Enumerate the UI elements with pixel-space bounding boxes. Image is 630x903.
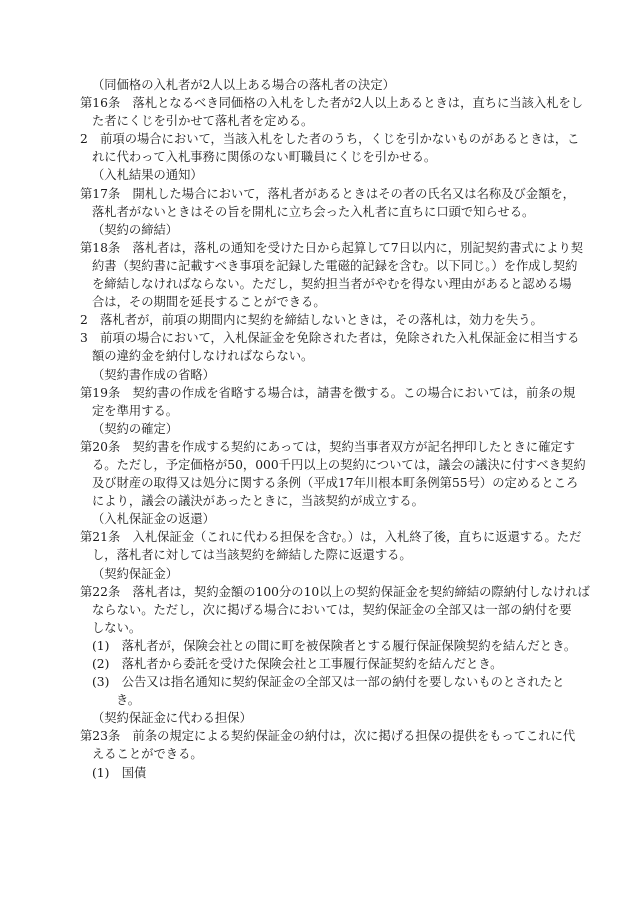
article-18-line-1: 第18条 落札者は，落札の通知を受けた日から起算して7日以内に，別記契約書式により契 <box>80 240 584 255</box>
heading-bid-result-notice: （入札結果の通知） <box>92 168 203 183</box>
article-18-line-4: 合は，その期間を延長することができる。 <box>92 295 326 310</box>
heading-contract-confirmation: （契約の確定） <box>92 421 179 436</box>
article-16-line-2: た者にくじを引かせて落札者を定める。 <box>92 114 314 129</box>
article-19-line-1: 第19条 契約書の作成を省略する場合は，請書を徴する。この場合においては，前条の規 <box>80 385 576 400</box>
article-18-line-2: 約書（契約書に記載すべき事項を記録した電磁的記録を含む。以下同じ。）を作成し契約 <box>92 258 578 273</box>
article-18-p3-line-2: 額の違約金を納付しなければならない。 <box>92 349 314 364</box>
article-17-line-2: 落札者がないときはその旨を開札に立ち会った入札者に直ちに口頭で知らせる。 <box>92 204 535 219</box>
article-21-line-1: 第21条 入札保証金（これに代わる担保を含む。）は，入札終了後，直ちに返還する。ただ <box>80 530 582 545</box>
article-22-line-3: しない。 <box>92 620 142 635</box>
article-22-line-1: 第22条 落札者は，契約金額の100分の10以上の契約保証金を契約締結の際納付しなければ <box>80 584 590 599</box>
heading-security-in-lieu: （契約保証金に代わる担保） <box>92 711 252 726</box>
article-23-item-1: (1) 国債 <box>92 765 147 780</box>
article-22-item-1: (1) 落札者が，保険会社との間に町を被保険者とする履行保証保険契約を結んだとき。 <box>92 638 577 653</box>
article-22-item-3-line-2: き。 <box>116 693 141 708</box>
article-19-line-2: 定を準用する。 <box>92 403 179 418</box>
article-23-line-2: えることができる。 <box>92 747 203 762</box>
article-18-p3-line-1: 3 前項の場合において，入札保証金を免除された者は，免除された入札保証金に相当する <box>80 331 580 346</box>
article-17-line-1: 第17条 開札した場合において，落札者があるときはその者の氏名又は名称及び金額を， <box>80 186 575 201</box>
document-page <box>80 76 590 782</box>
article-18-p2: 2 落札者が，前項の期間内に契約を締結しないときは，その落札は，効力を失う。 <box>80 313 543 328</box>
heading-contract-deposit: （契約保証金） <box>92 566 179 581</box>
article-16-p2-line-2: れに代わって入札事務に関係のない町職員にくじを引かせる。 <box>92 150 437 165</box>
article-20-line-1: 第20条 契約書を作成する契約にあっては，契約当事者双方が記名押印したときに確定す <box>80 439 576 454</box>
article-20-line-2: る。ただし，予定価格が50，000千円以上の契約については，議会の議決に付すべき契約 <box>92 457 586 472</box>
article-20-line-4: により，議会の議決があったときに，当該契約が成立する。 <box>92 494 424 509</box>
article-22-item-3-line-1: (3) 公告又は指名通知に契約保証金の全部又は一部の納付を要しないものとされたと <box>92 675 565 690</box>
heading-omit-contract-document: （契約書作成の省略） <box>92 367 215 382</box>
article-22-item-2: (2) 落札者から委託を受けた保険会社と工事履行保証契約を結んだとき。 <box>92 657 503 671</box>
heading-contract-conclusion: （契約の締結） <box>92 222 179 237</box>
article-23-line-1: 第23条 前条の規定による契約保証金の納付は，次に掲げる担保の提供をもってこれに代 <box>80 729 576 744</box>
article-21-line-2: し，落札者に対しては当該契約を締結した際に返還する。 <box>92 548 412 563</box>
article-16-line-1: 第16条 落札となるべき同価格の入札をした者が2人以上あるときは，直ちに当該入札をし <box>80 96 584 111</box>
article-18-line-3: を締結しなければならない。ただし，契約担当者がやむを得ない理由があると認める場 <box>92 277 572 292</box>
article-20-line-3: 及び財産の取得又は処分に関する条例（平成17年川根本町条例第55号）の定めるところ <box>92 476 579 491</box>
heading-same-price-bidders: （同価格の入札者が2人以上ある場合の落札者の決定） <box>92 78 395 92</box>
heading-bid-deposit-return: （入札保証金の返還） <box>92 512 215 527</box>
article-16-p2-line-1: 2 前項の場合において，当該入札をした者のうち，くじを引かないものがあるときは，こ <box>80 132 580 147</box>
article-22-line-2: ならない。ただし，次に掲げる場合においては，契約保証金の全部又は一部の納付を要 <box>92 602 572 617</box>
